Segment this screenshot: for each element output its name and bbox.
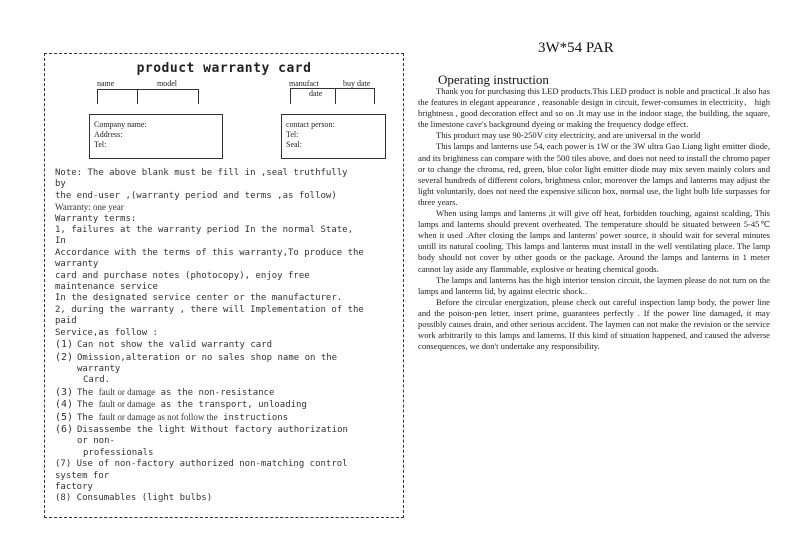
term-line: card and purchase notes (photocopy), enjoy free — [55, 270, 310, 281]
item-text: Disassembe the light Without factory authorization — [77, 424, 348, 435]
term-line: warranty — [55, 259, 99, 270]
field-top-line — [290, 88, 375, 89]
item-continuation: or non- — [77, 436, 115, 447]
list-item: (7) Use of non-factory authorized non-matching control — [55, 459, 348, 470]
list-item — [55, 412, 400, 424]
list-item — [55, 424, 400, 436]
operating-instruction-heading: Operating instruction — [438, 72, 549, 87]
contact-info-box — [281, 114, 386, 159]
label-buy-date: buy date — [343, 79, 371, 88]
contact-tel-label: Tel: — [286, 130, 299, 139]
list-item: (8) Consumables (light bulbs) — [55, 493, 213, 504]
company-info-box — [89, 114, 223, 159]
instruction-paragraph: The lamps and lanterns has the high interior tension circuit, the laymen please do not turn on the lamps and lanterns lid, by against electric shock.. — [418, 274, 770, 296]
warranty-period: Warranty: one year — [55, 202, 124, 213]
term-line: 1, failures at the warranty period In the normal State, — [55, 225, 354, 236]
item-continuation: professionals — [83, 447, 154, 458]
operating-instruction-body — [418, 86, 770, 352]
item-text: Omission,alteration or no sales shop name on the — [77, 352, 338, 363]
tel-label: Tel: — [94, 140, 107, 149]
list-item — [55, 339, 400, 351]
term-line: maintenance service — [55, 282, 158, 293]
field-divider — [290, 88, 291, 104]
company-name-label: Company name: — [94, 120, 147, 129]
field-divider — [374, 88, 375, 104]
note-line: Note: The above blank must be fill in ,seal truthfully — [55, 168, 348, 178]
term-line: paid — [55, 316, 77, 327]
instruction-paragraph: This lamps and lanterns use 54, each power is 1W or the 3W ultra Gao Liang light emitter diode, and its brightness can compare with the 500 tiles above, and does not need to install the chromo paper or to change the chroma, red, green, blue color light emitter diode may mix seven mainly colors and several hundreds of different colors, brightness color, moreover the lamps and lanterns may adjust the light voluntarily, does not need the expensive silicon box, normal use, the light bulb life surpasses for three years. — [418, 141, 770, 207]
item-text: Can not show the valid warranty card — [77, 340, 273, 351]
item-number: (3) — [55, 386, 74, 398]
contact-person-label: contact person: — [286, 120, 335, 129]
label-manufact: manufact — [289, 79, 319, 88]
item-continuation: Card. — [83, 375, 111, 386]
warranty-terms — [55, 168, 400, 505]
label-name: name — [97, 79, 115, 88]
item-number: (1) — [55, 339, 74, 351]
item-text: The — [77, 400, 99, 411]
note-line: the end-user ,(warranty period and terms ,as follow) — [55, 190, 337, 201]
instruction-paragraph: Thank you for purchasing this LED products.This LED product is noble and practical .It also has the features in elegant appearance , reasonable design in circuit, fewer-consumes in electricity、 high brightness , good decoration effect and so on .It may use in the indoor stage, the building, the square, the limestone cave's background dyeing or making the frequency dodge effect. — [418, 86, 770, 130]
note-line: by — [55, 179, 66, 190]
instruction-paragraph: Before the circular energization, please check out careful inspection lamp body, the power line and the poison-pen letter, insert prime, guarantees perfectly . If the power line damaged, it may possibly causes drain, and other serious accident. The laymen can not make the revision or the service work arbitrarily to this lamps and lanterns. If this kind of situation happened, and caused the adverse consequences, we don't undertake any responsibility. — [418, 296, 770, 352]
item-number: (6) — [55, 423, 74, 435]
term-line: In the designated service center or the manufacturer. — [55, 293, 343, 304]
term-line: In — [55, 236, 66, 247]
seal-label: Seal: — [286, 140, 302, 149]
instruction-paragraph: This product may use 90-250V city electricity, and are universal in the world — [436, 130, 701, 141]
item-text: as the non-resistance — [155, 387, 275, 398]
item-text: fault or damage — [98, 399, 156, 410]
label-model: model — [157, 79, 177, 88]
term-line: 2, during the warranty , there will Implementation of the — [55, 304, 364, 315]
terms-title: Warranty terms: — [55, 213, 137, 224]
product-title: 3W*54 PAR — [538, 40, 614, 56]
term-line: Accordance with the terms of this warranty,To produce the — [55, 247, 364, 258]
item-number: (2) — [55, 351, 74, 363]
item-continuation: system for — [55, 470, 110, 481]
item-text: fault or damage as not follow the — [98, 411, 218, 422]
list-item — [55, 352, 400, 364]
field-divider — [97, 89, 98, 104]
card-title: product warranty card — [136, 61, 312, 76]
list-item — [55, 387, 400, 399]
address-label: Address: — [94, 130, 123, 139]
item-text: The — [77, 387, 99, 398]
field-divider — [137, 89, 138, 104]
item-continuation: warranty — [77, 363, 121, 374]
item-text: The — [77, 412, 99, 423]
label-date: date — [309, 89, 323, 98]
item-number: (5) — [55, 411, 74, 423]
item-text: fault or damage — [98, 386, 156, 397]
field-top-line — [97, 89, 199, 90]
field-divider — [335, 88, 336, 104]
item-text: instructions — [217, 412, 289, 423]
service-title: Service,as follow : — [55, 327, 158, 338]
instruction-paragraph: When using lamps and lanterns ,it will give off heat, forbidden touching, against scalding, This lamps and lanterns should prevent overheated. The temperature should be situated between 5-45℃ when it used .After closing the lamps and lanterns' power source, it should wait for several minutes untill its natural cooling. This lamps and lanterns must install in the well ventilating place. The lamp body should not cover by other goods or the package. Around the lamps and lanterns in 1 meter cannot lay aside any flammable, explosive or heating chemical goods. — [418, 208, 770, 274]
field-divider — [198, 89, 199, 104]
item-text: as the transport, unloading — [155, 400, 307, 411]
item-number: (4) — [55, 399, 74, 411]
item-continuation: factory — [55, 481, 93, 492]
list-item — [55, 399, 400, 411]
